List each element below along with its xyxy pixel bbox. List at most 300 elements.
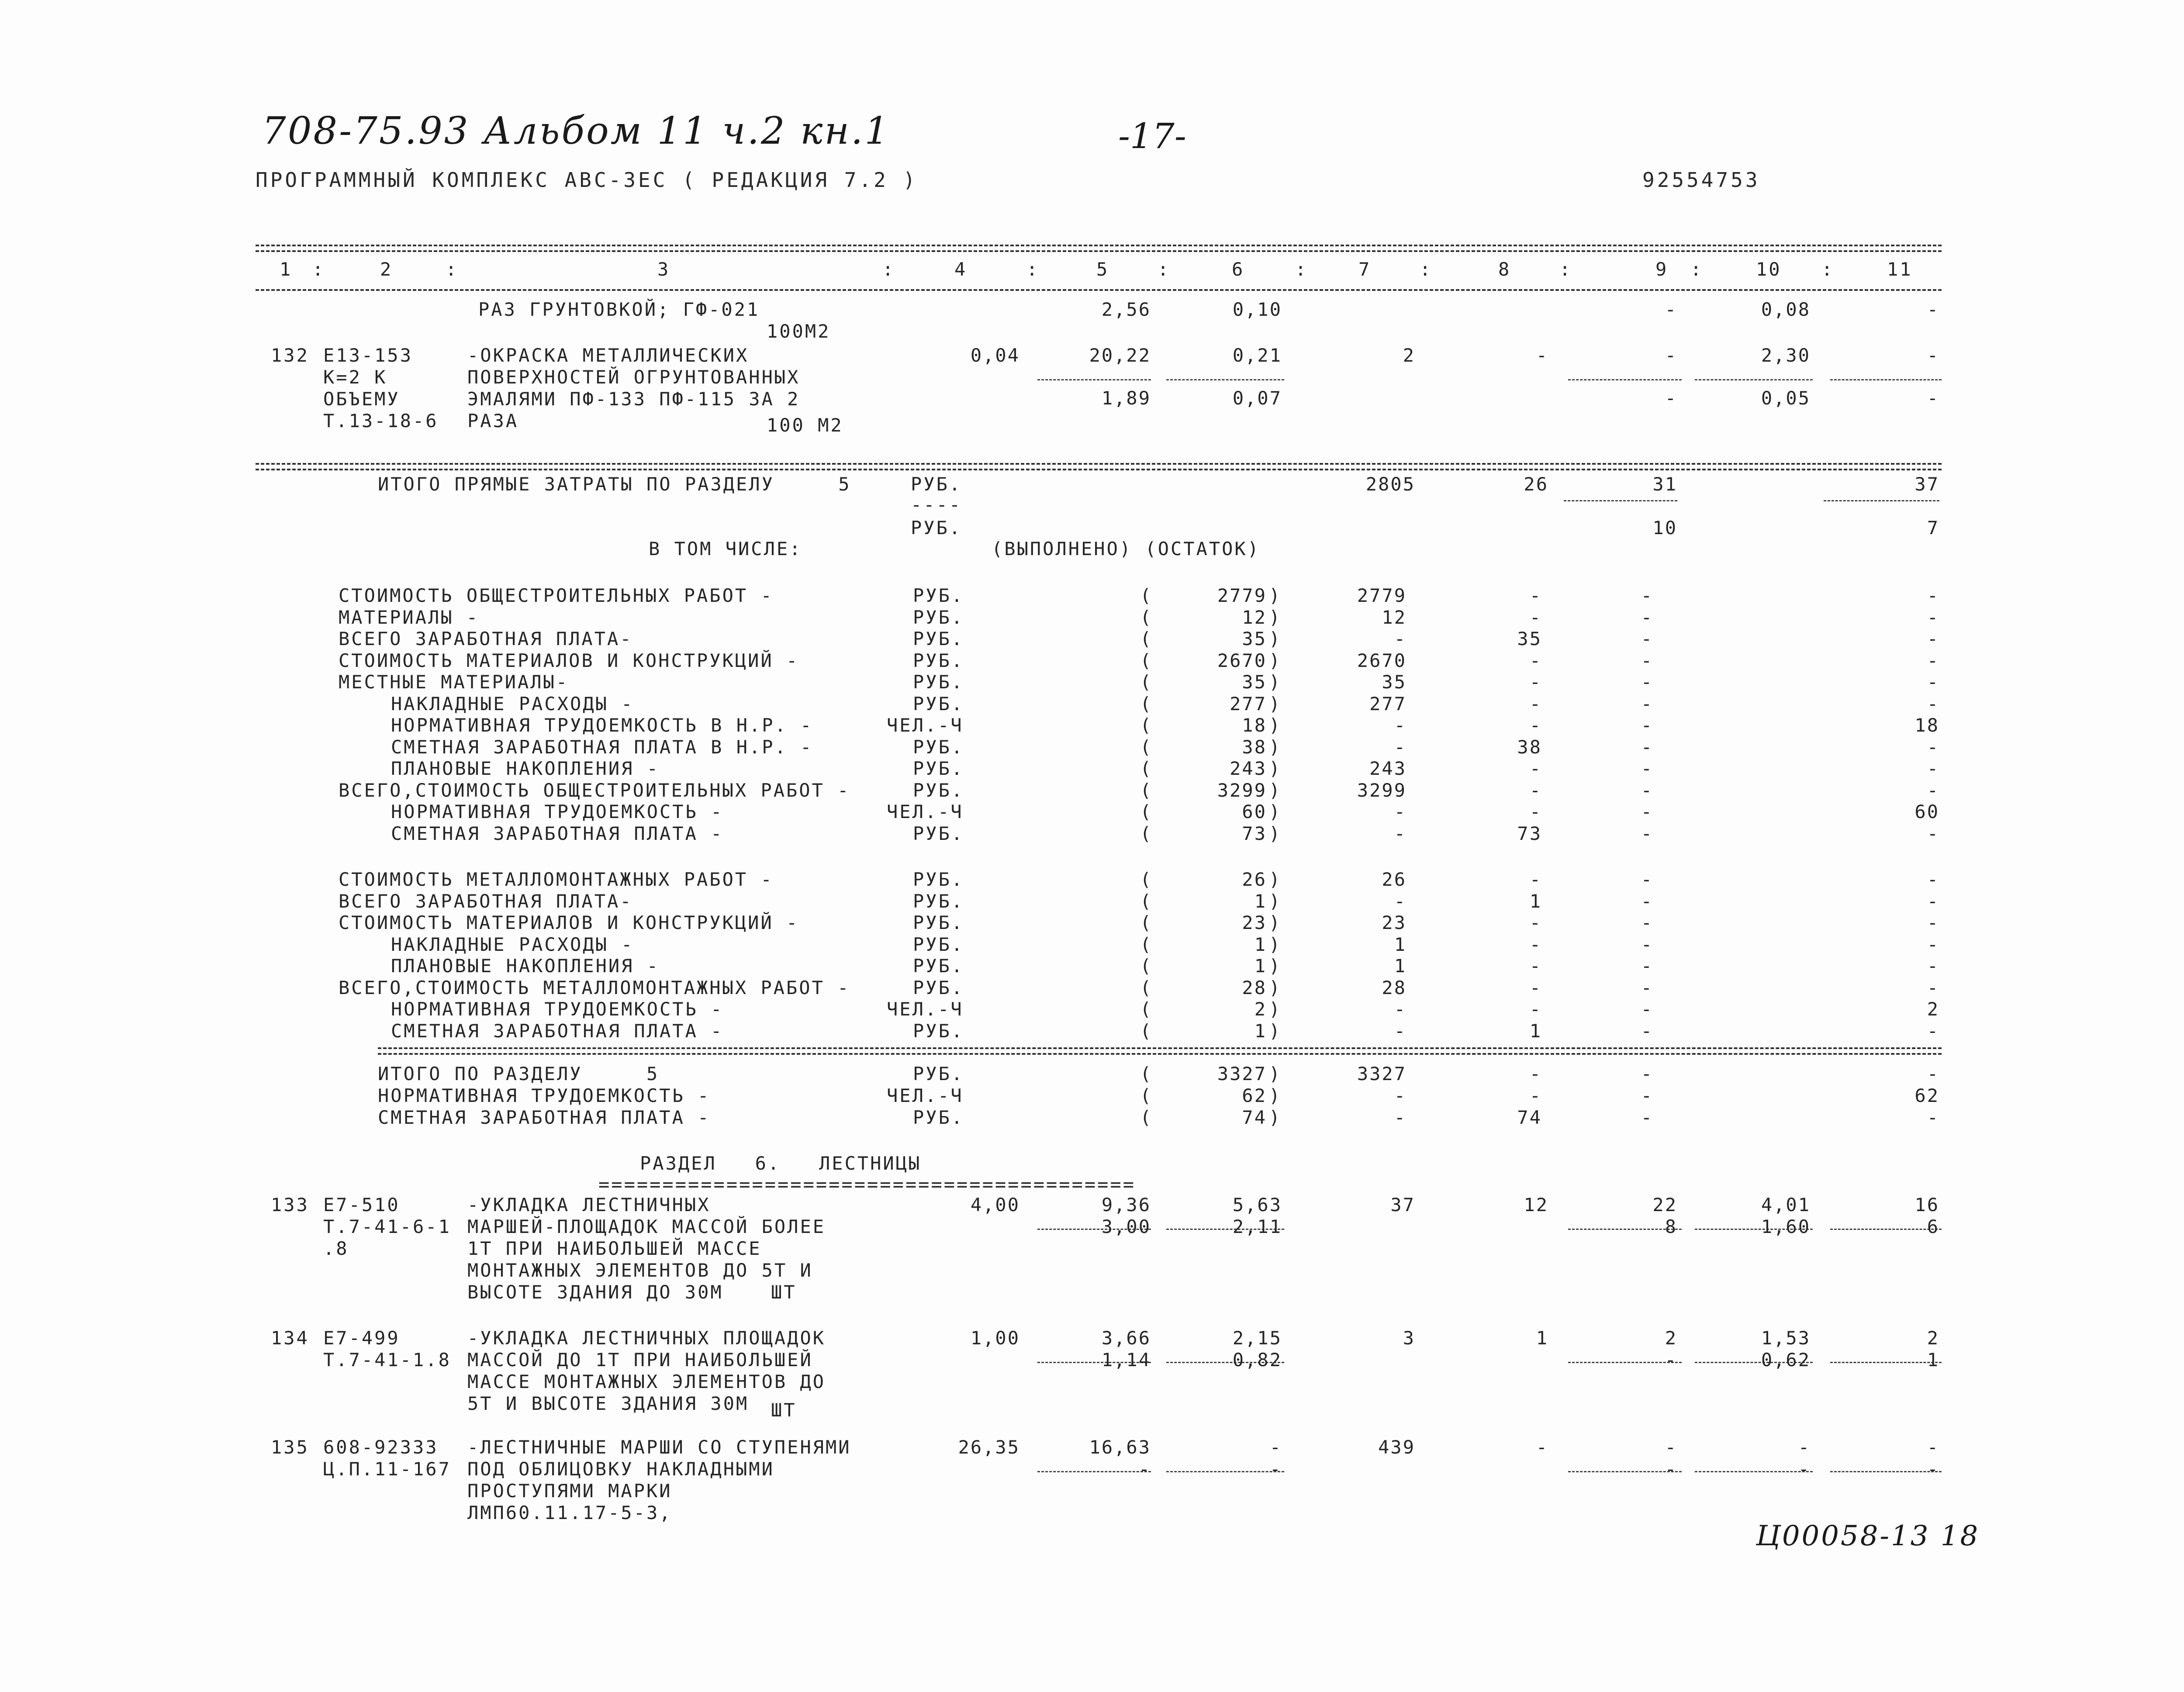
item-description-line: ПОД ОБЛИЦОВКУ НАКЛАДНЫМИ	[467, 1458, 774, 1480]
done-value: 1	[1254, 1020, 1267, 1042]
row-description: РАЗ ГРУНТОВКОЙ; ГФ-021	[478, 299, 760, 320]
header-rule-top-2	[256, 250, 1942, 252]
paren-close: )	[1269, 693, 1282, 715]
item-number: 133	[271, 1194, 309, 1215]
item-code-line: Ц.П.11-167	[323, 1458, 451, 1480]
cell-c10: 1,53	[1761, 1327, 1811, 1349]
cell-c8: -	[1529, 715, 1542, 736]
status-header: (ВЫПОЛНЕНО) (ОСТАТОК)	[992, 538, 1261, 559]
paren-open: (	[1140, 715, 1153, 736]
value-underline	[1695, 379, 1813, 380]
cell-c11: 37	[1914, 473, 1939, 495]
cell-c9: -	[1641, 822, 1653, 844]
column-number-11: 11	[1887, 259, 1913, 280]
cell-c11: -	[1927, 671, 1939, 693]
done-value: 277	[1230, 693, 1267, 715]
cell-c9: -	[1641, 758, 1653, 779]
program-title: ПРОГРАММНЫЙ КОМПЛЕКС АВС-3ЕС ( РЕДАКЦИЯ 7.2 )	[256, 168, 918, 192]
cell-c11: -	[1927, 345, 1939, 366]
breakdown-label: СТОИМОСТЬ ОБЩЕСТРОИТЕЛЬНЫХ РАБОТ -	[339, 585, 774, 606]
paren-open: (	[1140, 890, 1153, 912]
done-value: 18	[1242, 715, 1267, 736]
header-rule-top	[256, 245, 1942, 246]
paren-close: )	[1269, 1020, 1282, 1042]
cell-c9: -	[1665, 1436, 1677, 1458]
item-description-line: -ОКРАСКА МЕТАЛЛИЧЕСКИХ	[467, 345, 749, 366]
cell-c7: 23	[1382, 912, 1406, 933]
breakdown-unit: РУБ.	[913, 977, 964, 998]
cell-c4: 0,04	[970, 345, 1020, 366]
value-underline	[1037, 379, 1151, 380]
cell-c11: -	[1927, 758, 1939, 779]
breakdown-label: СТОИМОСТЬ МЕТАЛЛОМОНТАЖНЫХ РАБОТ -	[339, 869, 774, 890]
cell-c11: -	[1927, 606, 1939, 628]
column-number-10: 10	[1756, 259, 1782, 280]
column-separator: :	[882, 259, 895, 280]
paren-close: )	[1269, 801, 1282, 822]
cell-c7: -	[1394, 1085, 1406, 1106]
cell-c7: 2805	[1365, 473, 1415, 495]
cell-c9: -	[1641, 1107, 1653, 1128]
cell-c7: 37	[1390, 1194, 1415, 1215]
cell-c6: -	[1269, 1436, 1282, 1458]
paren-close: )	[1269, 912, 1282, 933]
cell-c8: -	[1529, 977, 1542, 998]
item-code-line: Т.7-41-6-1	[323, 1216, 451, 1237]
paren-open: (	[1140, 1085, 1153, 1106]
cell-c8: 38	[1517, 736, 1542, 758]
breakdown-unit: РУБ.	[913, 628, 964, 649]
column-separator: :	[1690, 259, 1704, 280]
document-code: 92554753	[1642, 168, 1760, 192]
cell-c8: -	[1529, 933, 1542, 955]
cell-c8: 12	[1524, 1194, 1548, 1215]
breakdown-label: СМЕТНАЯ ЗАРАБОТНАЯ ПЛАТА В Н.Р. -	[391, 736, 813, 758]
cell-c8: -	[1529, 869, 1542, 890]
breakdown-unit: ЧЕЛ.-Ч	[887, 715, 964, 736]
item-description-line: МОНТАЖНЫХ ЭЛЕМЕНТОВ ДО 5Т И	[467, 1260, 813, 1281]
cell-c4: 4,00	[970, 1194, 1020, 1215]
cell-c7: -	[1394, 715, 1406, 736]
value-underline	[1830, 1229, 1942, 1230]
column-number-6: 6	[1232, 259, 1245, 280]
cell-c9: -	[1641, 1063, 1653, 1084]
item-description-line: МАССЕ МОНТАЖНЫХ ЭЛЕМЕНТОВ ДО	[467, 1371, 826, 1392]
cell-c5: 2,56	[1101, 299, 1151, 320]
item-code-line: Е7-510	[323, 1194, 400, 1215]
column-separator: :	[312, 259, 325, 280]
cell-c7: 3299	[1357, 779, 1406, 801]
cell-c9: -	[1641, 977, 1653, 998]
column-number-9: 9	[1655, 259, 1669, 280]
paren-close: )	[1269, 822, 1282, 844]
item-number: 134	[271, 1327, 309, 1349]
cell-c8: -	[1529, 955, 1542, 977]
handwritten-footer-ref: Ц00058-13 18	[1756, 1520, 1980, 1552]
cell-c11: 60	[1914, 801, 1939, 822]
cell-c8: -	[1536, 345, 1548, 366]
paren-close: )	[1269, 779, 1282, 801]
paren-close: )	[1269, 1085, 1282, 1106]
value-underline	[1830, 1362, 1942, 1363]
breakdown-unit: РУБ.	[913, 671, 964, 693]
done-value: 73	[1242, 822, 1267, 844]
value-underline	[1824, 500, 1939, 501]
paren-close: )	[1269, 998, 1282, 1020]
item-description-line: ВЫСОТЕ ЗДАНИЯ ДО 30М	[467, 1281, 723, 1303]
done-value: 3299	[1217, 779, 1267, 801]
column-separator: :	[1821, 259, 1835, 280]
breakdown-unit: РУБ.	[913, 585, 964, 606]
paren-open: (	[1140, 869, 1153, 890]
cell-c7: 2	[1403, 345, 1415, 366]
cell-c8: -	[1529, 998, 1542, 1020]
cell-c9: -	[1641, 628, 1653, 649]
cell-c6: 0,21	[1232, 345, 1282, 366]
paren-open: (	[1140, 1107, 1153, 1128]
paren-open: (	[1140, 822, 1153, 844]
item-description-line: РАЗА	[467, 410, 519, 432]
paren-open: (	[1140, 998, 1153, 1020]
column-number-2: 2	[380, 259, 393, 280]
cell-c11: -	[1927, 736, 1939, 758]
cell-c5: 1,89	[1101, 387, 1151, 409]
cell-c7: 439	[1378, 1436, 1415, 1458]
column-separator: :	[1295, 259, 1308, 280]
item-code-line: Т.13-18-6	[323, 410, 439, 432]
cell-c11: -	[1927, 1020, 1939, 1042]
cell-c9: 31	[1652, 473, 1677, 495]
paren-open: (	[1140, 933, 1153, 955]
cell-c11: -	[1927, 387, 1939, 409]
breakdown-unit: ЧЕЛ.-Ч	[887, 998, 964, 1020]
cell-c9: 10	[1652, 517, 1677, 539]
item-code-line: Е13-153	[323, 345, 413, 366]
value-underline	[1166, 379, 1284, 380]
breakdown-label: ВСЕГО,СТОИМОСТЬ МЕТАЛЛОМОНТАЖНЫХ РАБОТ -	[339, 977, 850, 998]
paren-close: )	[1269, 606, 1282, 628]
paren-close: )	[1269, 869, 1282, 890]
cell-c9: -	[1641, 801, 1653, 822]
column-number-4: 4	[954, 259, 968, 280]
done-value: 62	[1242, 1085, 1267, 1106]
done-value: 28	[1242, 977, 1267, 998]
paren-close: )	[1269, 955, 1282, 977]
cell-c8: -	[1529, 649, 1542, 671]
cell-c7: -	[1394, 1020, 1406, 1042]
breakdown-unit: РУБ.	[913, 649, 964, 671]
done-value: 2670	[1217, 649, 1267, 671]
cell-c9: -	[1665, 1458, 1677, 1480]
cell-c9: -	[1665, 345, 1677, 366]
cell-c9: -	[1641, 693, 1653, 715]
cell-c7: 28	[1382, 977, 1406, 998]
cell-c5: 9,36	[1101, 1194, 1151, 1215]
cell-c7: 35	[1382, 671, 1406, 693]
item-unit: ШТ	[771, 1281, 797, 1303]
cell-c5: -	[1138, 1458, 1151, 1480]
cell-c8: -	[1529, 779, 1542, 801]
cell-c7: 277	[1369, 693, 1406, 715]
cell-c9: -	[1641, 890, 1653, 912]
breakdown-unit: РУБ.	[913, 822, 964, 844]
cell-c11: -	[1927, 1063, 1939, 1084]
section-title-underline: ==========================================	[598, 1174, 1136, 1195]
cell-c10: 4,01	[1761, 1194, 1811, 1215]
paren-close: )	[1269, 890, 1282, 912]
cell-c11: 7	[1927, 517, 1939, 539]
cell-c7: -	[1394, 822, 1406, 844]
unit-dash: ----	[911, 494, 962, 515]
cell-c8: 1	[1536, 1327, 1548, 1349]
done-value: 60	[1242, 801, 1267, 822]
column-separator: :	[446, 259, 459, 280]
cell-c8: 1	[1529, 1020, 1542, 1042]
column-number-3: 3	[657, 259, 670, 280]
cell-c4: 1,00	[970, 1327, 1020, 1349]
cell-c8: 74	[1517, 1107, 1542, 1128]
paren-open: (	[1140, 912, 1153, 933]
value-underline	[1166, 1471, 1284, 1472]
breakdown-label: ВСЕГО ЗАРАБОТНАЯ ПЛАТА-	[339, 628, 633, 649]
paren-open: (	[1140, 693, 1153, 715]
done-value: 1	[1254, 890, 1267, 912]
cell-c8: 73	[1517, 822, 1542, 844]
paren-close: )	[1269, 1063, 1282, 1084]
value-underline	[1830, 1471, 1942, 1472]
breakdown-label: СТОИМОСТЬ МАТЕРИАЛОВ И КОНСТРУКЦИЙ -	[339, 649, 799, 671]
breakdown-unit: РУБ.	[913, 933, 964, 955]
cell-c11: -	[1927, 628, 1939, 649]
cell-c9: -	[1641, 1020, 1653, 1042]
including-label: В ТОМ ЧИСЛЕ:	[649, 538, 802, 559]
cell-c10: 2,30	[1761, 345, 1811, 366]
section-rule	[256, 469, 1942, 470]
item-unit: 100 М2	[767, 414, 843, 436]
cell-c7: -	[1394, 998, 1406, 1020]
unit-label: РУБ.	[911, 473, 962, 495]
cell-c11: -	[1927, 890, 1939, 912]
value-underline	[1564, 500, 1677, 501]
cell-c11: -	[1927, 822, 1939, 844]
cell-c9: -	[1641, 736, 1653, 758]
item-unit: ШТ	[771, 1399, 797, 1421]
cell-c7: -	[1394, 1107, 1406, 1128]
cell-c11: -	[1927, 649, 1939, 671]
cell-c11: 16	[1914, 1194, 1939, 1215]
subtotal-rule	[378, 1053, 1942, 1055]
cell-c6: 0,82	[1232, 1349, 1282, 1371]
cell-c9: -	[1641, 912, 1653, 933]
done-value: 26	[1242, 869, 1267, 890]
cell-c8: -	[1529, 1085, 1542, 1106]
cell-c9: -	[1641, 933, 1653, 955]
done-value: 1	[1254, 955, 1267, 977]
cell-c11: -	[1927, 1107, 1939, 1128]
item-description-line: МАССОЙ ДО 1Т ПРИ НАИБОЛЬШЕЙ	[467, 1349, 813, 1371]
cell-c9: -	[1641, 1085, 1653, 1106]
breakdown-unit: ЧЕЛ.-Ч	[887, 801, 964, 822]
paren-close: )	[1269, 736, 1282, 758]
cell-c11: 1	[1927, 1349, 1939, 1371]
cell-c9: 22	[1652, 1194, 1677, 1215]
item-number: 135	[271, 1436, 309, 1458]
done-value: 38	[1242, 736, 1267, 758]
cell-c11: -	[1927, 977, 1939, 998]
cell-c9: -	[1641, 606, 1653, 628]
item-description-line: ПОВЕРХНОСТЕЙ ОГРУНТОВАННЫХ	[467, 366, 800, 388]
breakdown-label: НОРМАТИВНАЯ ТРУДОЕМКОСТЬ -	[391, 801, 724, 822]
done-value: 74	[1242, 1107, 1267, 1128]
breakdown-label: СМЕТНАЯ ЗАРАБОТНАЯ ПЛАТА -	[391, 1020, 724, 1042]
cell-c5: 16,63	[1089, 1436, 1151, 1458]
paren-open: (	[1140, 671, 1153, 693]
done-value: 2	[1254, 998, 1267, 1020]
breakdown-unit: РУБ.	[913, 955, 964, 977]
cell-c7: -	[1394, 628, 1406, 649]
cell-c8: -	[1536, 1436, 1548, 1458]
paren-open: (	[1140, 649, 1153, 671]
cell-c10: 0,62	[1761, 1349, 1811, 1371]
cell-c11: -	[1927, 693, 1939, 715]
column-separator: :	[1158, 259, 1171, 280]
row-unit: 100М2	[767, 321, 831, 342]
cell-c11: -	[1927, 1436, 1939, 1458]
cell-c7: 3	[1403, 1327, 1415, 1349]
item-description-line: 5Т И ВЫСОТЕ ЗДАНИЯ 30М	[467, 1393, 749, 1414]
done-value: 2779	[1217, 585, 1267, 606]
cell-c4: 26,35	[958, 1436, 1020, 1458]
paren-open: (	[1140, 1020, 1153, 1042]
section-total-label: НОРМАТИВНАЯ ТРУДОЕМКОСТЬ -	[378, 1085, 711, 1106]
breakdown-unit: РУБ.	[913, 779, 964, 801]
cell-c9: -	[1641, 998, 1653, 1020]
paren-close: )	[1269, 715, 1282, 736]
breakdown-label: НАКЛАДНЫЕ РАСХОДЫ -	[391, 693, 634, 715]
paren-close: )	[1269, 1107, 1282, 1128]
column-number-5: 5	[1096, 259, 1109, 280]
cell-c11: 6	[1927, 1216, 1939, 1237]
breakdown-unit: РУБ.	[913, 693, 964, 715]
done-value: 12	[1242, 606, 1267, 628]
paren-close: )	[1269, 585, 1282, 606]
cell-c9: -	[1641, 869, 1653, 890]
cell-c11: -	[1927, 869, 1939, 890]
breakdown-unit: ЧЕЛ.-Ч	[887, 1085, 964, 1106]
breakdown-label: НОРМАТИВНАЯ ТРУДОЕМКОСТЬ В Н.Р. -	[391, 715, 813, 736]
cell-c9: 2	[1665, 1327, 1677, 1349]
cell-c11: -	[1927, 955, 1939, 977]
breakdown-label: СМЕТНАЯ ЗАРАБОТНАЯ ПЛАТА -	[391, 822, 724, 844]
paren-close: )	[1269, 933, 1282, 955]
value-underline	[1037, 1471, 1151, 1472]
breakdown-label: НОРМАТИВНАЯ ТРУДОЕМКОСТЬ -	[391, 998, 724, 1020]
handwritten-album-ref: 708-75.93 Альбом 11 ч.2 кн.1	[262, 109, 891, 153]
paren-open: (	[1140, 801, 1153, 822]
done-value: 35	[1242, 628, 1267, 649]
item-code-line: Т.7-41-1.8	[323, 1349, 451, 1371]
cell-c11: 62	[1914, 1085, 1939, 1106]
cell-c8: 26	[1524, 473, 1548, 495]
breakdown-unit: РУБ.	[913, 1020, 964, 1042]
section-total-label: ИТОГО ПО РАЗДЕЛУ 5	[378, 1063, 660, 1084]
paren-open: (	[1140, 758, 1153, 779]
breakdown-label: НАКЛАДНЫЕ РАСХОДЫ -	[391, 933, 634, 955]
value-underline	[1830, 379, 1942, 380]
cell-c11: 2	[1927, 1327, 1939, 1349]
cell-c6: 0,10	[1232, 299, 1282, 320]
cell-c9: -	[1665, 299, 1677, 320]
breakdown-unit: РУБ.	[913, 1107, 964, 1128]
paren-open: (	[1140, 955, 1153, 977]
cell-c6: 0,07	[1232, 387, 1282, 409]
breakdown-label: МАТЕРИАЛЫ -	[339, 606, 480, 628]
cell-c11: 2	[1927, 998, 1939, 1020]
breakdown-label: ПЛАНОВЫЕ НАКОПЛЕНИЯ -	[391, 955, 660, 977]
breakdown-unit: РУБ.	[913, 736, 964, 758]
cell-c10: 1,60	[1761, 1216, 1811, 1237]
paren-open: (	[1140, 977, 1153, 998]
item-code-line: ОБЪЕМУ	[323, 388, 400, 410]
item-code-line: К=2 К	[323, 366, 387, 388]
cell-c5: 3,66	[1101, 1327, 1151, 1349]
column-separator: :	[1559, 259, 1572, 280]
item-code-line: Е7-499	[323, 1327, 400, 1349]
paren-open: (	[1140, 779, 1153, 801]
column-number-1: 1	[280, 259, 293, 280]
cell-c7: 2670	[1357, 649, 1406, 671]
unit-label: РУБ.	[911, 517, 962, 539]
section-total-label: СМЕТНАЯ ЗАРАБОТНАЯ ПЛАТА -	[378, 1107, 711, 1128]
cell-c9: -	[1641, 955, 1653, 977]
done-value: 243	[1230, 758, 1267, 779]
page-number: -17-	[1118, 116, 1186, 156]
paren-open: (	[1140, 606, 1153, 628]
breakdown-unit: РУБ.	[913, 912, 964, 933]
cell-c9: -	[1641, 649, 1653, 671]
item-description-line: 1Т ПРИ НАИБОЛЬШЕЙ МАССЕ	[467, 1238, 762, 1259]
breakdown-label: СТОИМОСТЬ МАТЕРИАЛОВ И КОНСТРУКЦИЙ -	[339, 912, 799, 933]
breakdown-unit: РУБ.	[913, 869, 964, 890]
paren-close: )	[1269, 977, 1282, 998]
item-description-line: -УКЛАДКА ЛЕСТНИЧНЫХ	[467, 1194, 711, 1215]
breakdown-label: ВСЕГО ЗАРАБОТНАЯ ПЛАТА-	[339, 890, 633, 912]
cell-c7: 1	[1394, 955, 1406, 977]
cell-c9: -	[1641, 585, 1653, 606]
item-code-line: 608-92333	[323, 1436, 439, 1458]
done-value: 1	[1254, 933, 1267, 955]
breakdown-unit: РУБ.	[913, 1063, 964, 1084]
header-rule-bottom	[256, 289, 1942, 291]
cell-c11: -	[1927, 299, 1939, 320]
breakdown-unit: РУБ.	[913, 606, 964, 628]
cell-c11: -	[1927, 585, 1939, 606]
cell-c8: -	[1529, 585, 1542, 606]
cell-c5: 20,22	[1089, 345, 1151, 366]
cell-c11: -	[1927, 912, 1939, 933]
item-description-line: ПРОСТУПЯМИ МАРКИ	[467, 1480, 672, 1502]
cell-c5: 1,14	[1101, 1349, 1151, 1371]
cell-c11: 18	[1914, 715, 1939, 736]
section-rule	[256, 463, 1942, 465]
cell-c7: 12	[1382, 606, 1406, 628]
cell-c10: 0,08	[1761, 299, 1811, 320]
column-separator: :	[1420, 259, 1433, 280]
cell-c11: -	[1927, 1458, 1939, 1480]
cell-c9: -	[1641, 779, 1653, 801]
cell-c6: 2,15	[1232, 1327, 1282, 1349]
cell-c11: -	[1927, 779, 1939, 801]
